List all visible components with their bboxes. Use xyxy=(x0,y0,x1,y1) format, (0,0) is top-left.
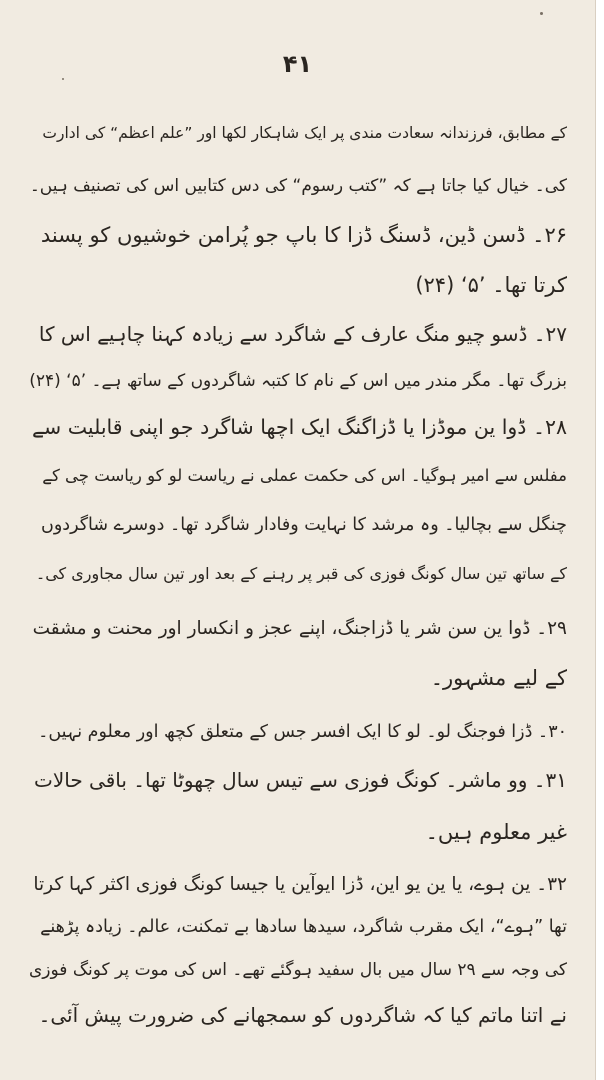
text-line: مفلس سے امیر ہوگیا۔ اس کی حکمت عملی نے ریاست لو کو ریاست چی کے xyxy=(42,466,567,485)
text-line: کے ساتھ تین سال کونگ فوزی کی قبر پر رہنے کے بعد اور تین سال مجاوری کی۔ xyxy=(35,564,567,583)
text-line: تھا ”ہوے“، ایک مقرب شاگرد، سیدھا سادھا بے تمکنت، عالم۔ زیادہ پڑھنے xyxy=(40,917,567,937)
text-line: غیر معلوم ہیں۔ xyxy=(425,820,567,844)
page-number: ۴۱ xyxy=(282,50,313,78)
text-line: نے اتنا ماتم کیا کہ شاگردوں کو سمجھانے کی ضرورت پیش آئی۔ xyxy=(38,1003,567,1027)
text-line: ۲۶۔ ڈسن ڈین، ڈسنگ ڈزا کا باپ جو پُرامن خوشیوں کو پسند xyxy=(40,223,567,247)
text-line: ۲۹۔ ڈوا ین سن شر یا ڈزاجنگ، اپنے عجز و انکسار اور محنت و مشقت xyxy=(32,618,567,639)
text-line: کے لیے مشہور۔ xyxy=(430,666,567,690)
paper-speck xyxy=(62,78,64,80)
text-line: کے مطابق، فرزندانہ سعادت مندی پر ایک شاہکار لکھا اور ”علم اعظم“ کی ادارت xyxy=(42,124,567,142)
text-line: کرتا تھا۔ ’۵‘ (۲۴) xyxy=(415,273,567,297)
text-line: ۳۲۔ ین ہوے، یا ین یو این، ڈزا ایوآین یا جیسا کونگ فوزی اکثر کہا کرتا xyxy=(33,874,567,895)
text-line: چنگل سے بچالیا۔ وہ مرشد کا نہایت وفادار شاگرد تھا۔ دوسرے شاگردوں xyxy=(40,515,567,535)
text-line: ۳۰۔ ڈزا فوجنگ لو۔ لو کا ایک افسر جس کے متعلق کچھ اور معلوم نہیں۔ xyxy=(38,722,567,742)
text-line: ۲۸۔ ڈوا ین موڈزا یا ڈزاگنگ ایک اچھا شاگرد جو اپنی قابلیت سے xyxy=(32,415,567,439)
text-line: کی وجہ سے ۲۹ سال میں بال سفید ہوگئے تھے۔ اس کی موت پر کونگ فوزی xyxy=(29,960,567,980)
text-line: بزرگ تھا۔ مگر مندر میں اس کے نام کا کتبہ شاگردوں کے ساتھ ہے۔ ’۵‘ (۲۴) xyxy=(29,371,567,391)
text-line: ۳۱۔ وو ماشر۔ کونگ فوزی سے تیس سال چھوٹا تھا۔ باقی حالات xyxy=(33,768,567,792)
text-line: ۲۷۔ ڈسو چیو منگ عارف کے شاگرد سے زیادہ کہنا چاہیے اس کا xyxy=(38,322,567,346)
paper-speck xyxy=(540,12,543,15)
text-line: کی۔ خیال کیا جاتا ہے کہ ”کتب رسوم“ کی دس کتابیں اس کی تصنیف ہیں۔ xyxy=(29,176,567,196)
